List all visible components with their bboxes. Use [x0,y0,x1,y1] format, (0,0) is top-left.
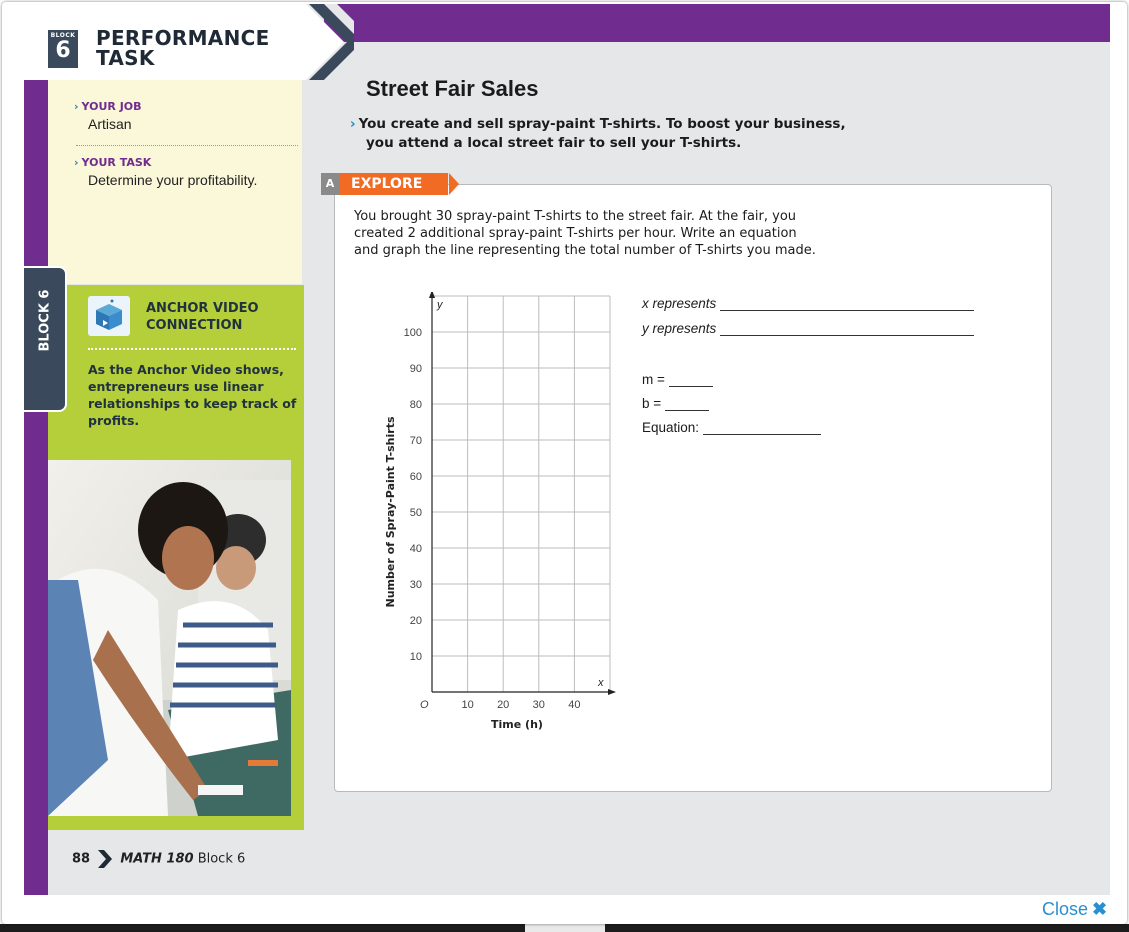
explore-line-3: and graph the line representing the total number of T-shirts you made. [354,243,816,258]
anchor-video-text: As the Anchor Video shows, entrepreneurs use linear relationships to keep track of profits. [88,362,297,428]
y-represents-row [642,321,974,336]
title-line-1: PERFORMANCE [96,26,270,50]
equation-blank[interactable] [703,420,821,435]
anchor-dotted-divider [88,348,296,350]
performance-task-header [24,4,354,80]
chevron-right-icon: › [74,156,79,169]
y-represents-blank[interactable] [720,321,974,336]
x-tick-label: 40 [568,699,581,711]
artisans-photo-image [48,460,291,816]
block-side-tab [24,266,67,412]
close-button[interactable] [1042,899,1107,920]
modal-dialog [2,2,1127,924]
y-represents-label: y represents [642,321,717,336]
explore-instructions [354,208,874,259]
x-tick-label: 10 [461,699,474,711]
backdrop-gap [525,924,605,932]
y-tick-label: 50 [409,507,422,519]
m-blank[interactable] [669,372,713,387]
explore-label: EXPLORE [339,173,448,195]
your-task-value: Determine your profitability. [88,172,258,188]
footer-book-title: MATH 180 [120,851,194,867]
block-number-badge [48,30,78,68]
y-axis-letter: y [437,299,443,311]
m-label: m = [642,372,665,387]
artisans-photo [48,460,291,816]
backdrop-strip [0,924,1129,932]
performance-task-title [96,28,270,68]
b-row [642,396,709,411]
y-tick-label: 20 [409,615,422,627]
equation-row [642,420,821,435]
block-badge-small-label: BLOCK [50,32,76,39]
page-title: Street Fair Sales [366,76,539,101]
equation-label: Equation: [642,420,700,435]
side-purple-band [24,4,48,895]
close-label[interactable]: Close [1042,899,1089,919]
footer-chevron-icon [98,850,112,868]
y-tick-label: 60 [409,471,422,483]
y-tick-label: 100 [403,327,422,339]
your-job-label-text: YOUR JOB [81,100,142,113]
explore-letter: A [321,173,339,195]
chevron-right-icon: › [74,100,79,113]
y-tick-label: 30 [409,579,422,591]
intro-text [350,115,846,153]
x-tick-label: 20 [497,699,510,711]
anchor-title-line-2: CONNECTION [146,318,243,333]
x-represents-blank[interactable] [720,296,974,311]
chevron-right-icon: › [350,116,356,132]
blank-coordinate-grid [354,292,624,742]
title-line-2: TASK [96,46,155,70]
y-axis-arrow-icon [429,292,435,298]
explore-tip-shape [449,173,459,195]
explore-line-1: You brought 30 spray-paint T-shirts to the street fair. At the fair, you [354,209,797,224]
y-tick-label: 80 [409,399,422,411]
block-badge-number: 6 [55,38,71,63]
b-label: b = [642,396,662,411]
video-cube-icon [88,296,130,336]
top-purple-band [324,4,1110,42]
footer-block: Block 6 [197,851,246,867]
intro-line-2: you attend a local street fair to sell your T-shirts. [366,135,742,151]
anchor-title-line-1: ANCHOR VIDEO [146,301,259,316]
x-axis-arrow-icon [608,689,616,695]
x-represents-row [642,296,974,311]
origin-label: O [420,699,429,711]
your-task-label-text: YOUR TASK [81,156,152,169]
explore-line-2: created 2 additional spray-paint T-shirts per hour. Write an equation [354,226,797,241]
y-axis-label: Number of Spray-Paint T-shirts [384,416,397,608]
page-footer [72,850,245,868]
x-tick-label: 30 [532,699,545,711]
your-task-label [74,156,151,169]
y-tick-label: 90 [409,363,422,375]
close-icon[interactable]: ✖ [1092,899,1108,919]
x-axis-label: Time (h) [491,718,543,731]
textbook-page [24,4,1110,895]
y-tick-label: 70 [409,435,422,447]
graph-area [354,292,624,746]
block-side-tab-label: BLOCK 6 [37,289,53,352]
m-row [642,372,713,387]
x-axis-letter: x [598,677,604,689]
y-tick-label: 10 [409,651,422,663]
your-job-value: Artisan [88,116,132,132]
video-cube-icon-graphic [88,296,130,336]
y-tick-label: 40 [409,543,422,555]
anchor-video-title [146,300,259,334]
your-job-label [74,100,142,113]
page-number: 88 [72,851,91,867]
intro-line-1: You create and sell spray-paint T-shirts. To boost your business, [358,116,846,132]
x-represents-label: x represents [642,296,717,311]
b-blank[interactable] [665,396,709,411]
job-divider [76,145,298,146]
